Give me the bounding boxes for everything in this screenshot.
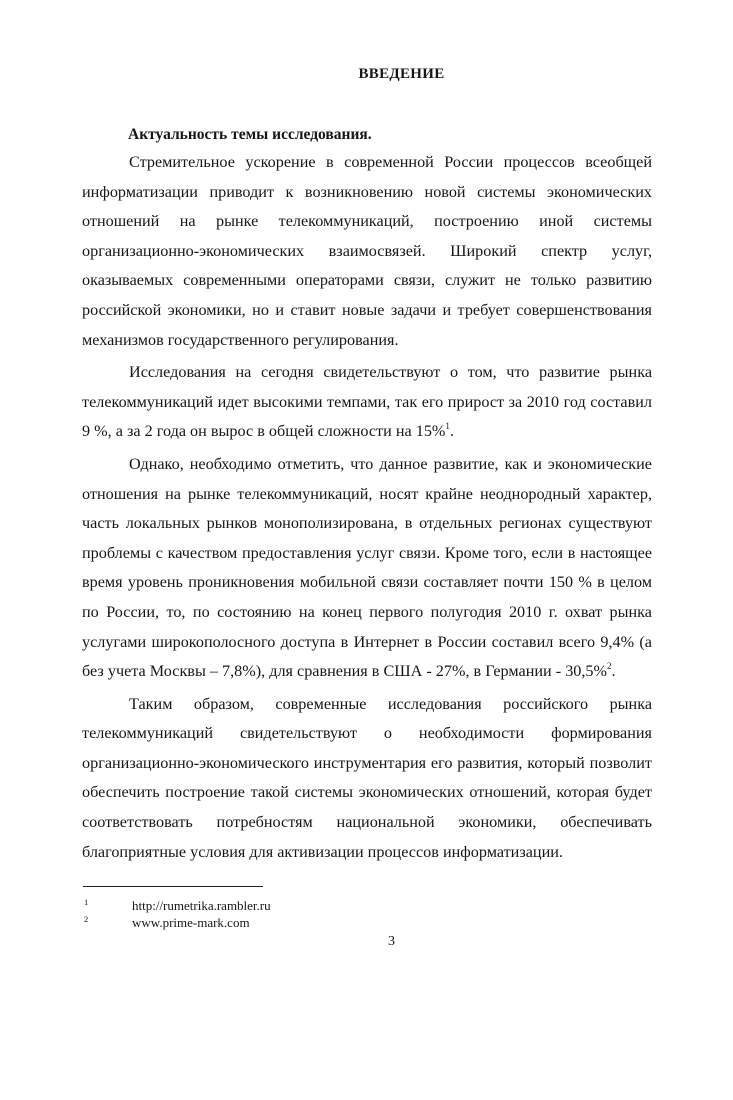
footnote-mark: 1 — [84, 897, 89, 907]
subsection-heading: Актуальность темы исследования. — [128, 126, 372, 143]
paragraph-text: Стремительное ускорение в современной России процессов всеобщей информатизации приводит к возникновению новой системы экономических отношений на рынке телекоммуникаций, построению иной системы организационно-экономических взаимосвязей. Широкий спектр услуг, оказываемых современными операторами связи, служит не только развитию российской экономики, но и ставит новые задачи и требует совершенствования механизмов государственного регулирования. — [82, 153, 652, 349]
footnote-reference: 2 — [607, 661, 612, 672]
footnotes — [84, 897, 271, 931]
paragraph-end: . — [449, 422, 454, 441]
page-number: 3 — [388, 934, 395, 949]
footnote-link[interactable]: http://rumetrika.rambler.ru — [132, 898, 271, 913]
paragraph — [82, 148, 652, 355]
footnote-reference: 1 — [445, 421, 450, 432]
footnote-link[interactable]: www.prime-mark.com — [132, 915, 250, 930]
footnote-divider — [83, 886, 263, 887]
footnote-mark: 2 — [84, 914, 89, 924]
paragraph — [82, 358, 652, 447]
footnote-item — [84, 914, 271, 931]
paragraph-text: Таким образом, современные исследования российского рынка телекоммуникаций свидетельствуют о необходимости формирования организационно-экономического инструментария его развития, который позволит обеспечить построение такой системы экономических отношений, которая будет соответствовать потребностям национальной экономики, обеспечивать благоприятные условия для активизации процессов информатизации. — [82, 694, 652, 861]
paragraph — [82, 450, 652, 687]
section-heading: ВВЕДЕНИЕ — [358, 66, 445, 82]
footnote-item — [84, 897, 271, 914]
paragraph-text: Исследования на сегодня свидетельствуют о том, что развитие рынка телекоммуникаций идет высокими темпами, так его прирост за 2010 год составил 9 %, а за 2 года он вырос в общей сложности на 15% — [82, 363, 652, 441]
paragraph — [82, 690, 652, 868]
body-text — [82, 148, 652, 867]
paragraph-end: . — [611, 662, 616, 681]
paragraph-text: Однако, необходимо отметить, что данное развитие, как и экономические отношения на рынке телекоммуникаций, носят крайне неоднородный характер, часть локальных рынков монополизирована, в отдельных регионах существуют проблемы с качеством предоставления услуг связи. Кроме того, если в настоящее время уровень проникновения мобильной связи составляет почти 150 % в целом по России, то, по состоянию на конец первого полугодия 2010 г. охват рынка услугами широкополосного доступа в Интернет в России составил всего 9,4% (а без учета Москвы – 7,8%), для сравнения в США - 27%, в Германии - 30,5% — [82, 454, 652, 681]
